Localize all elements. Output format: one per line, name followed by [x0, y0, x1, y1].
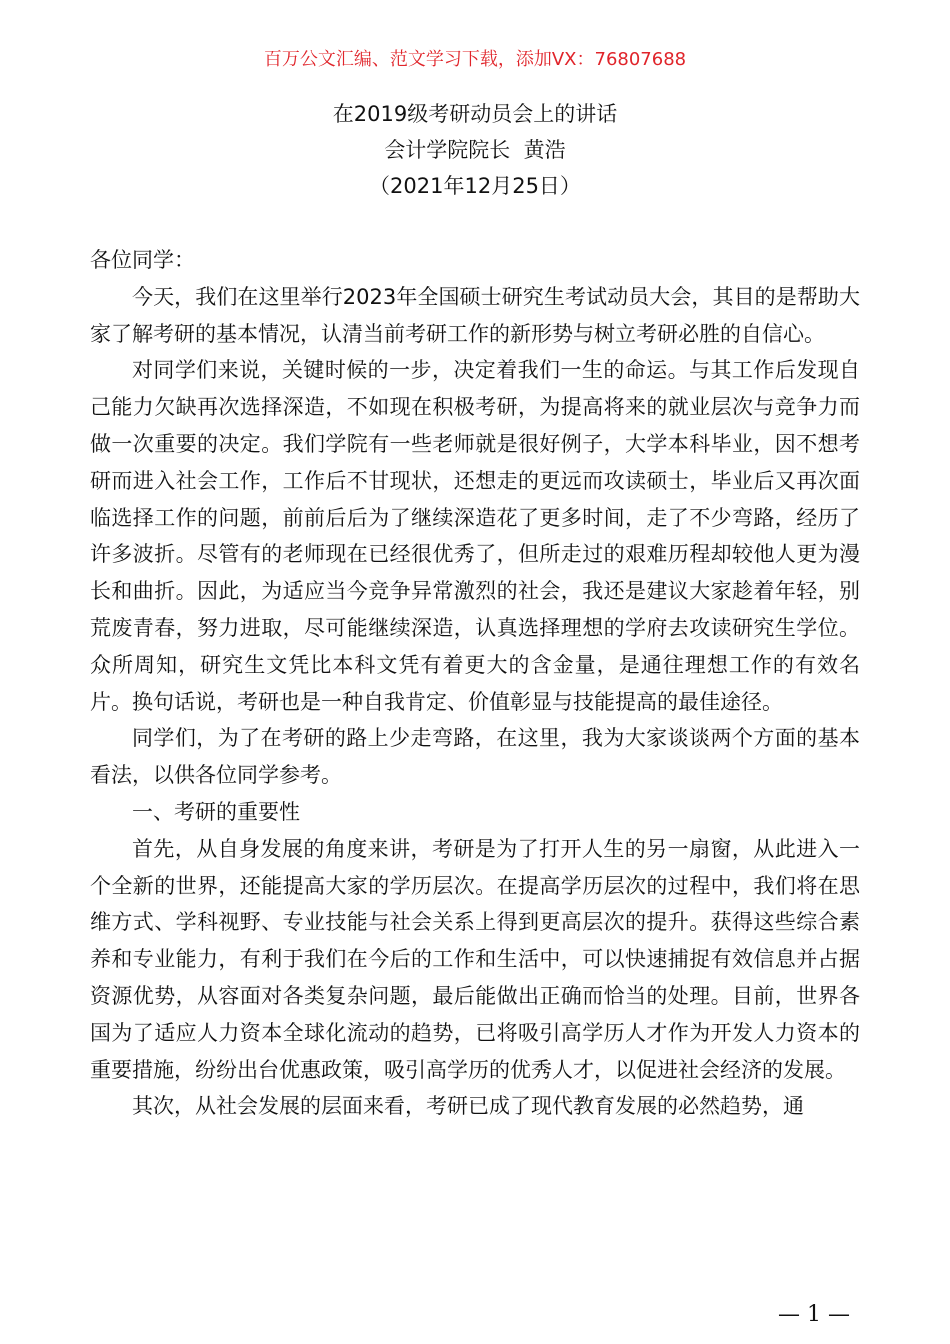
paragraph: 首先，从自身发展的角度来讲，考研是为了打开人生的另一扇窗，从此进入一个全新的世界，还能提高大家的学历层次。在提高学历层次的过程中，我们将在思维方式、学科视野、专业技能与社会关系上得到更高层次的提升。获得这些综合素养和专业能力，有利于我们在今后的工作和生活中，可以快速捕捉有效信息并占据资源优势，从容面对各类复杂问题，最后能做出正确而恰当的处理。目前，世界各国为了适应人力资本全球化流动的趋势，已将吸引高学历人才作为开发人力资本的重要措施，纷纷出台优惠政策，吸引高学历的优秀人才，以促进社会经济的发展。: [90, 836, 860, 1082]
document-author: 会计学院院长 黄浩: [384, 138, 566, 162]
paragraph: 其次，从社会发展的层面来看，考研已成了现代教育发展的必然趋势，通: [132, 1094, 804, 1119]
salutation: 各位同学：: [90, 248, 195, 272]
page-number: — 1 —: [778, 1302, 850, 1327]
paragraph: 同学们，为了在考研的路上少走弯路，在这里，我为大家谈谈两个方面的基本看法，以供各位同学参考。: [90, 726, 860, 788]
document-title: 在2019级考研动员会上的讲话: [332, 102, 618, 126]
paragraph: 对同学们来说，关键时候的一步，决定着我们一生的命运。与其工作后发现自己能力欠缺再次选择深造，不如现在积极考研，为提高将来的就业层次与竞争力而做一次重要的决定。我们学院有一些老师就是很好例子，大学本科毕业，因不想考研而进入社会工作，工作后不甘现状，还想走的更远而攻读硕士，毕业后又再次面临选择工作的问题，前前后后为了继续深造花了更多时间，走了不少弯路，经历了许多波折。尽管有的老师现在已经很优秀了，但所走过的艰难历程却较他人更为漫长和曲折。因此，为适应当今竞争异常激烈的社会，我还是建议大家趁着年轻，别荒废青春，努力进取，尽可能继续深造，认真选择理想的学府去攻读研究生学位。众所周知，研究生文凭比本科文凭有着更大的含金量，是通往理想工作的有效名片。换句话说，考研也是一种自我肯定、价值彰显与技能提高的最佳途径。: [90, 358, 860, 714]
document-header: [0, 96, 950, 204]
section-heading: 一、考研的重要性: [132, 799, 300, 824]
document-date: （2021年12月25日）: [369, 174, 581, 198]
document-body: [90, 242, 860, 1125]
paragraph: 今天，我们在这里举行2023年全国硕士研究生考试动员大会，其目的是帮助大家了解考研的基本情况，认清当前考研工作的新形势与树立考研必胜的自信心。: [90, 284, 860, 346]
watermark-banner: 百万公文汇编、范文学习下载，添加VX：76807688: [263, 49, 687, 70]
